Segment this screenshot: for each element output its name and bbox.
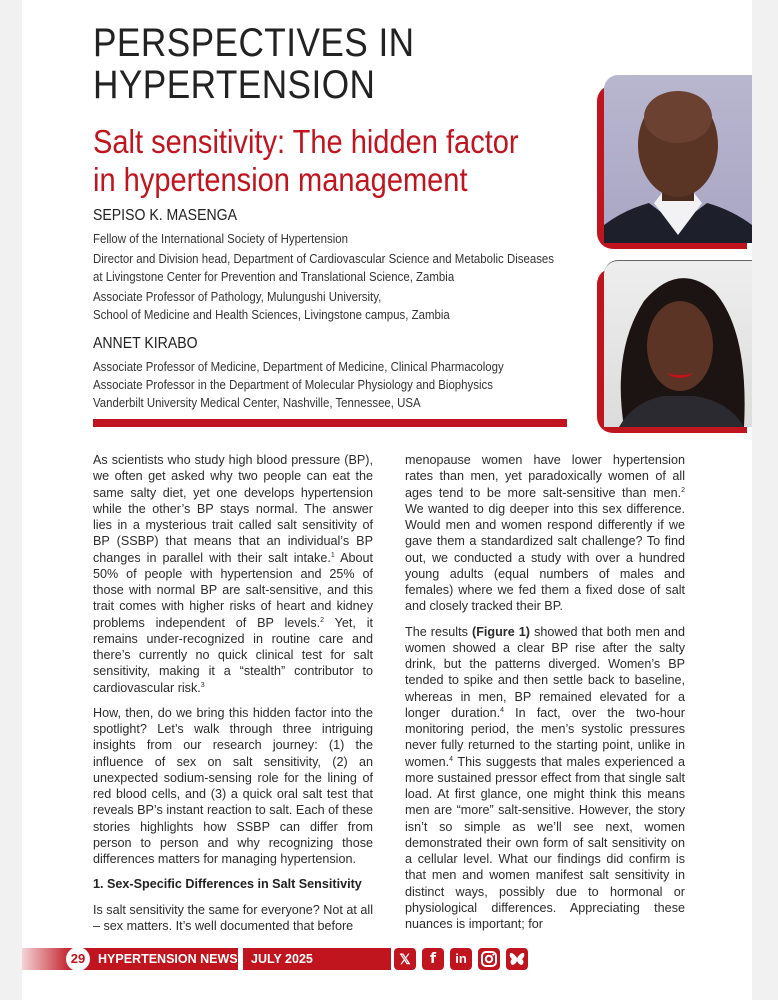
series-title-line: HYPERTENSION	[93, 63, 376, 107]
text: About 50% of people with hypertension and 25% of those with normal BP are salt-sensitive, and this trait comes with higher risks of heart and kidney problems independent of BP levels.	[93, 550, 373, 630]
page-number: 29	[66, 947, 90, 971]
publication-name: HYPERTENSION NEWS	[74, 948, 238, 970]
citation: 1	[330, 551, 335, 559]
text: menopause women have lower hypertension rates than men, yet paradoxically women of all ages tend to be more salt-sensitive than men.	[405, 453, 685, 500]
text: Yet, it remains under-recognized in routine care and there’s currently no quick clinical test for salt sensitivity, making it a “stealth” contributor to cardiovascular risk.	[93, 615, 373, 695]
text: The results	[405, 624, 473, 639]
section-heading: 1. Sex-Specific Differences in Salt Sensitivity	[93, 877, 362, 892]
text: We wanted to dig deeper into this sex difference. Would men and women respond differently if we gave them a standardized salt challenge? To find out, we conducted a study with over a hundred young adults (equal numbers of males and females) where we fed them a fixed dose of salt and closely tracked their BP.	[405, 501, 685, 614]
series-title	[93, 22, 415, 106]
series-title-line: PERSPECTIVES IN	[93, 21, 415, 65]
author-affiliation: Associate Professor of Medicine, Department of Medicine, Clinical Pharmacology	[93, 359, 504, 374]
citation: 3	[200, 681, 205, 689]
portrait-woman-image	[604, 261, 752, 427]
author-affiliation: Associate Professor of Pathology, Mulungushi University,	[93, 289, 382, 304]
author-photo-kirabo	[604, 260, 752, 427]
paragraph	[405, 452, 685, 615]
text: showed that both men and women showed a clear BP rise after the salty drink, but the patterns diverged. Women’s BP tended to spike and then settle back to baseline, whereas in men, BP remained elevated for a longer duration.	[405, 624, 685, 720]
citation: 4	[500, 706, 505, 714]
paragraph: Is salt sensitivity the same for everyone? Not at all – sex matters. It’s well documented that before	[93, 902, 373, 933]
headline-line: Salt sensitivity: The hidden factor	[93, 123, 519, 160]
author-affiliation: Vanderbilt University Medical Center, Nashville, Tennessee, USA	[93, 395, 421, 410]
portrait-man-image	[604, 75, 752, 243]
author-affiliation: Fellow of the International Society of Hypertension	[93, 231, 349, 246]
author-name: ANNET KIRABO	[93, 335, 198, 352]
issue-date: JULY 2025	[243, 948, 391, 970]
figure-reference: (Figure 1)	[472, 624, 530, 639]
citation: 2	[681, 486, 685, 494]
instagram-icon[interactable]	[478, 948, 500, 970]
text: In fact, over the two-hour monitoring period, the men’s systolic pressures never fully returned to the starting point, unlike in women.	[405, 705, 685, 769]
author-affiliation: Director and Division head, Department of Cardiovascular Science and Metabolic Diseases	[93, 251, 555, 266]
paragraph	[405, 624, 685, 933]
citation: 4	[449, 755, 454, 763]
text: This suggests that males experienced a more sustained pressor effect from that single salt load. At first glance, one might think this means men are “more” salt-sensitive. However, the story isn’t so simple as we’ll see next, women demonstrated their own form of salt sensitivity on a cellular level. What our findings did confirm is that men and women manifest salt sensitivity in distinct ways, possibly due to hormonal or physiological differences. Appreciating these nuances is important; for	[405, 754, 685, 931]
citation: 2	[320, 616, 325, 624]
header-divider	[93, 419, 567, 427]
author-photo-masenga	[604, 75, 752, 243]
author-name: SEPISO K. MASENGA	[93, 207, 237, 224]
body-column-right	[405, 452, 685, 941]
author-affiliation: at Livingstone Center for Prevention and Translational Science, Zambia	[93, 269, 455, 284]
article-headline	[93, 123, 586, 199]
x-icon[interactable]: 𝕏	[394, 948, 416, 970]
text: As scientists who study high blood pressure (BP), we often get asked why two people can eat the same salty diet, yet one develops hypertension while the other’s BP stays normal. The answer lies in a mysterious trait called salt sensitivity of BP (SSBP) that means that an individual’s BP changes in parallel with their salt intake.	[93, 453, 373, 565]
paragraph	[93, 452, 373, 696]
headline-line: in hypertension management	[93, 161, 468, 198]
linkedin-icon[interactable]: in	[450, 948, 472, 970]
author-block	[93, 206, 568, 412]
author-affiliation: School of Medicine and Health Sciences, Livingstone campus, Zambia	[93, 307, 450, 322]
author-affiliation: Associate Professor in the Department of Molecular Physiology and Biophysics	[93, 377, 493, 392]
bluesky-icon[interactable]	[506, 948, 528, 970]
facebook-icon[interactable]: f	[422, 948, 444, 970]
paragraph: How, then, do we bring this hidden factor into the spotlight? Let’s walk through three intriguing insights from our research journey: (1) the influence of sex on salt sensitivity, (2) an unexpected sodium-sensing role for the lining of red blood cells, and (3) a quick oral salt test that reveals BP’s instant reaction to salt. Each of these stories highlights how SSBP can differ from person to person and why recognizing those differences matters for managing hypertension.	[93, 705, 373, 866]
body-column-left	[93, 452, 373, 943]
